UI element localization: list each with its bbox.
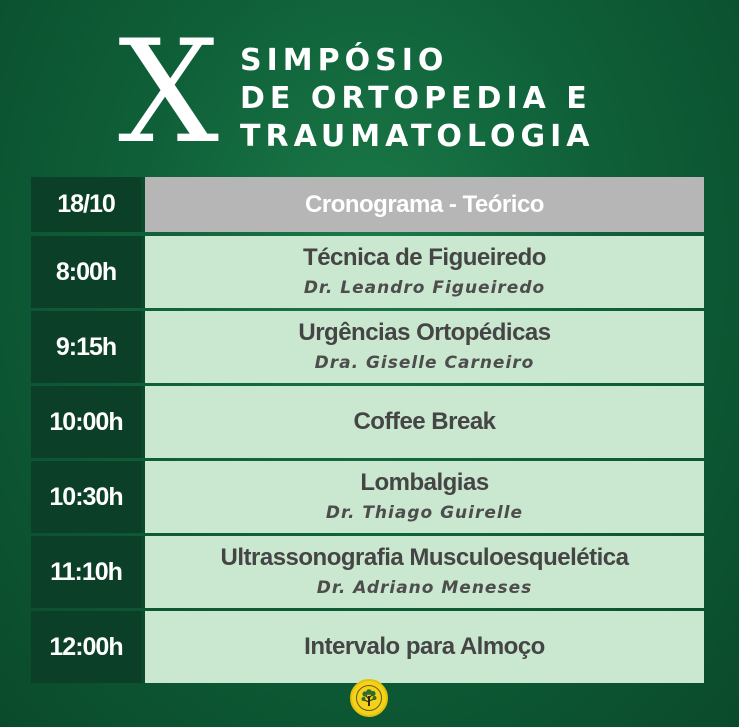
row-topic: Intervalo para Almoço <box>304 633 545 660</box>
society-seal-icon <box>350 679 388 717</box>
row-speaker: Dr. Leandro Figueiredo <box>303 278 546 298</box>
row-time: 10:30h <box>31 461 141 533</box>
schedule-row <box>31 536 704 608</box>
schedule-row <box>31 611 704 683</box>
row-content <box>145 311 704 383</box>
tree-icon <box>355 684 383 712</box>
row-speaker: Dr. Adriano Meneses <box>316 578 533 598</box>
title-line-3: TRAUMATOLOGIA <box>240 119 595 154</box>
schedule-heading: Cronograma - Teórico <box>305 190 544 218</box>
row-topic: Urgências Ortopédicas <box>298 319 551 346</box>
row-topic: Coffee Break <box>353 408 496 435</box>
schedule-row <box>31 461 704 533</box>
row-speaker: Dra. Giselle Carneiro <box>314 353 535 373</box>
row-time: 12:00h <box>31 611 141 683</box>
row-time: 9:15h <box>31 311 141 383</box>
schedule-heading-cell <box>145 177 704 232</box>
row-content <box>145 611 704 683</box>
schedule-row <box>31 311 704 383</box>
row-time: 11:10h <box>31 536 141 608</box>
row-topic: Ultrassonografia Musculoesquelética <box>220 544 629 571</box>
schedule-table <box>31 177 704 686</box>
schedule-row <box>31 236 704 308</box>
row-time: 8:00h <box>31 236 141 308</box>
title-line-2: DE ORTOPEDIA E <box>240 81 592 116</box>
roman-numeral: X <box>118 10 220 175</box>
event-title <box>240 42 594 156</box>
row-topic: Lombalgias <box>360 469 489 496</box>
event-header <box>118 10 638 175</box>
row-content <box>145 386 704 458</box>
row-speaker: Dr. Thiago Guirelle <box>325 503 524 523</box>
row-content <box>145 236 704 308</box>
row-time: 10:00h <box>31 386 141 458</box>
schedule-row <box>31 386 704 458</box>
title-line-1: SIMPÓSIO <box>240 43 449 78</box>
schedule-date: 18/10 <box>31 177 141 232</box>
row-content <box>145 461 704 533</box>
row-content <box>145 536 704 608</box>
schedule-header-row <box>31 177 704 232</box>
row-topic: Técnica de Figueiredo <box>303 244 546 271</box>
